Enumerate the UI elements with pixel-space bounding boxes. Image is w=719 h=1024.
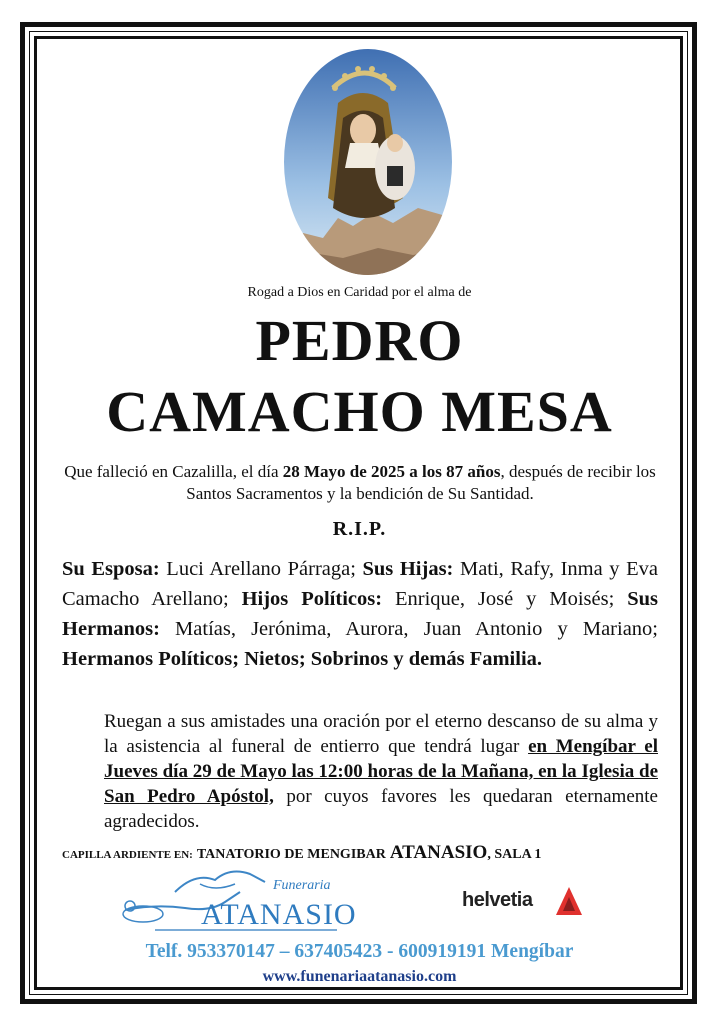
family-list: Su Esposa: Luci Arellano Párraga; Sus Hijas: Mati, Rafy, Inma y Eva Camacho Arellano; Hijos Políticos: Enrique, José y Moisés; Sus Hermanos: Matías, Jerónima, Aurora, Juan Antonio y Mariano; Hermanos Políticos; Nietos; Sobrinos y demás Familia. <box>62 558 658 670</box>
deceased-first-name: PEDRO <box>255 308 464 373</box>
helvetia-label: helvetia <box>462 889 533 911</box>
funeraria-atanasio-logo <box>115 862 357 937</box>
atanasio-label: ATANASIO <box>201 898 357 931</box>
funeral-info: Ruegan a sus amistades una oración por el eterno descanso de su alma y la asistencia al funeral de entierro que tendrá lugar en Mengíbar el Jueves día 29 de Mayo las 12:00 horas de la Mañana, en la Iglesia de San Pedro Apóstol, por cuyos favores les quedaran eternamente agradecidos. <box>104 711 658 832</box>
funeral-details: en Mengíbar el Jueves día 29 de Mayo las 12:00 horas de la Mañana, en la Iglesia de San Pedro Apóstol, <box>104 736 658 807</box>
age: 87 años <box>446 462 501 481</box>
website-link[interactable]: www.funenariaatanasio.com <box>262 968 457 985</box>
rip: R.I.P. <box>332 518 387 540</box>
chapel-info: CAPILLA ARDIENTE EN: TANATORIO DE MENGIBAR ATANASIO, SALA 1 <box>62 842 542 863</box>
intro-text: Rogad a Dios en Caridad por el alma de <box>247 285 472 300</box>
phone-numbers: Telf. 953370147 – 637405423 - 600919191 Mengíbar <box>145 941 574 962</box>
virgin-and-child-icon <box>283 48 453 276</box>
deceased-last-names: CAMACHO MESA <box>106 379 613 444</box>
death-date: 28 Mayo de 2025 <box>282 462 406 481</box>
death-notice: Que falleció en Cazalilla, el día 28 Mayo de 2025 a los 87 años, después de recibir los Santos Sacramentos y la bendición de Su Santidad. <box>64 462 656 503</box>
helvetia-mark-icon <box>556 887 582 915</box>
helvetia-logo <box>462 887 582 917</box>
funeraria-label: Funeraria <box>273 878 331 893</box>
